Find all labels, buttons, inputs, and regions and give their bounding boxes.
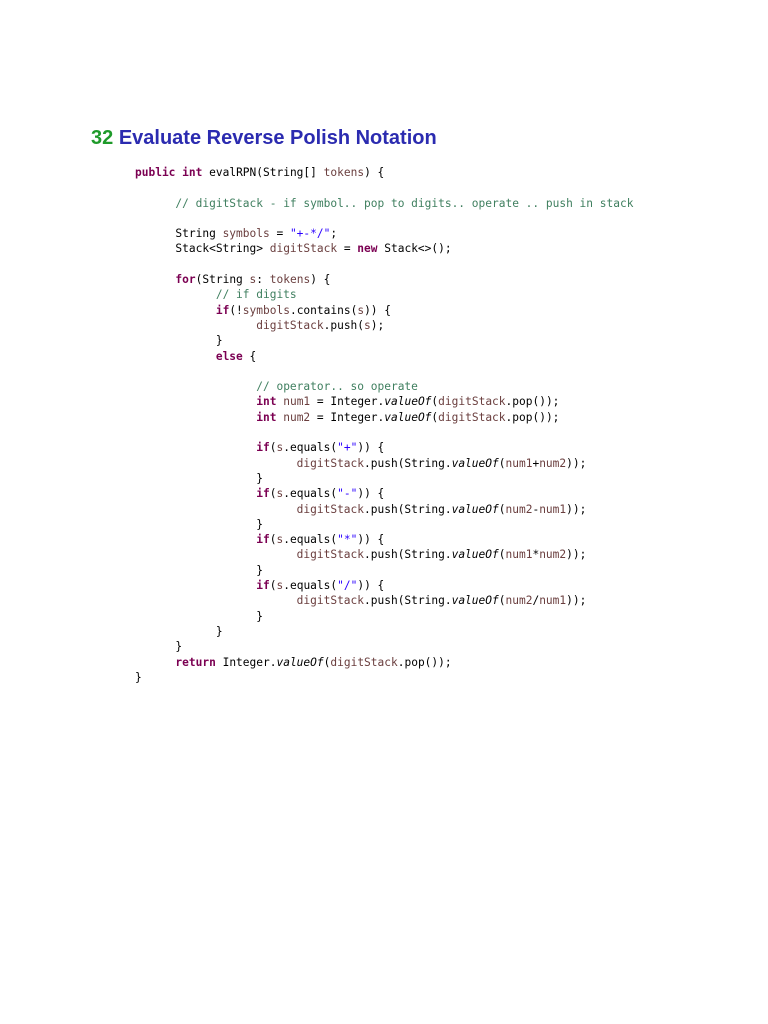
code-token: "-": [337, 487, 358, 501]
code-token: .push(String.: [364, 594, 452, 608]
code-line: [135, 593, 633, 608]
code-token: = Integer.: [310, 410, 385, 424]
code-token: for: [175, 273, 196, 287]
code-token: }: [135, 563, 263, 577]
code-token: num2: [505, 594, 533, 608]
code-token: s: [364, 318, 371, 332]
code-token: s: [276, 579, 284, 593]
code-token: .contains(: [289, 303, 358, 317]
code-token: digitStack: [256, 318, 324, 332]
code-token: :: [256, 273, 270, 287]
code-token: if: [256, 533, 270, 547]
code-line: [135, 471, 633, 486]
code-token: s: [249, 273, 257, 287]
code-token: [135, 288, 216, 301]
code-line: [135, 364, 633, 379]
code-token: .equals(: [283, 533, 338, 547]
code-token: "+": [337, 441, 358, 455]
code-token: int: [256, 395, 277, 409]
code-token: )) {: [357, 441, 385, 455]
code-token: [135, 411, 256, 424]
code-token: )) {: [357, 487, 385, 501]
code-line: [135, 287, 633, 302]
code-token: }: [135, 517, 263, 531]
code-token: s: [276, 441, 284, 455]
code-line: [135, 241, 633, 256]
code-token: =: [269, 227, 290, 241]
code-token: (: [431, 395, 439, 409]
code-line: [135, 532, 633, 547]
code-token: [135, 380, 256, 393]
code-token: valueOf: [451, 548, 499, 562]
code-token: else: [215, 349, 243, 363]
code-token: +: [532, 456, 540, 470]
code-token: digitStack: [438, 410, 506, 424]
code-token: num2: [505, 502, 533, 516]
code-token: = Integer.: [310, 395, 385, 409]
code-token: [135, 548, 297, 561]
code-token: *: [532, 548, 540, 562]
code-token: [135, 594, 297, 607]
code-token: [135, 273, 175, 286]
code-token: ));: [566, 548, 587, 562]
code-line: [135, 670, 633, 685]
code-token: ));: [566, 594, 587, 608]
code-token: tokens: [269, 273, 311, 287]
code-token: .push(String.: [364, 456, 452, 470]
code-token: (: [269, 441, 277, 455]
code-token: ) {: [310, 273, 331, 287]
code-token: ) {: [364, 166, 385, 179]
code-token: [135, 656, 175, 669]
code-token: (: [431, 410, 439, 424]
code-line: [135, 578, 633, 593]
code-line: [135, 639, 633, 654]
code-token: [135, 441, 256, 454]
code-token: ;: [330, 227, 338, 241]
code-token: (: [498, 456, 506, 470]
code-token: .push(String.: [364, 502, 452, 516]
code-line: [135, 180, 633, 195]
code-token: Stack<String>: [135, 242, 270, 256]
code-token: [135, 319, 256, 332]
code-line: [135, 394, 633, 409]
code-line: [135, 486, 633, 501]
code-line: [135, 272, 633, 287]
code-token: ));: [566, 456, 587, 470]
code-token: [135, 197, 175, 210]
code-token: -: [532, 502, 540, 516]
code-token: {: [242, 349, 257, 363]
code-token: [135, 503, 297, 516]
section-title: Evaluate Reverse Polish Notation: [118, 127, 437, 149]
code-token: [135, 304, 216, 317]
code-token: return: [175, 655, 216, 669]
code-token: s: [276, 487, 284, 501]
code-token: .pop());: [505, 395, 560, 409]
code-token: num2: [283, 410, 311, 424]
code-line: [135, 502, 633, 517]
code-token: valueOf: [276, 655, 324, 669]
code-token: [135, 533, 256, 546]
code-token: ));: [566, 502, 587, 516]
code-token: "/": [337, 579, 358, 593]
code-token: digitStack: [438, 395, 506, 409]
code-token: num2: [539, 456, 567, 470]
code-token: )) {: [357, 533, 385, 547]
code-token: digitStack: [330, 655, 398, 669]
code-token: if: [256, 441, 270, 455]
section-number: 32: [91, 127, 114, 149]
code-token: public: [135, 166, 176, 179]
code-token: valueOf: [384, 395, 432, 409]
code-token: num1: [539, 594, 567, 608]
code-token: symbols: [222, 227, 270, 241]
code-line: [135, 425, 633, 440]
code-token: if: [256, 487, 270, 501]
code-token: );: [370, 318, 385, 332]
code-line: [135, 196, 633, 211]
code-token: (!: [229, 303, 243, 317]
code-line: [135, 303, 633, 318]
code-token: (: [498, 502, 506, 516]
code-token: "*": [337, 533, 358, 547]
code-token: [135, 350, 216, 363]
code-token: String: [135, 227, 223, 241]
code-token: =: [337, 242, 358, 256]
code-token: (: [269, 533, 277, 547]
code-line: [135, 456, 633, 471]
code-token: digitStack: [296, 456, 365, 470]
code-token: "+-*/": [289, 227, 331, 241]
code-token: }: [135, 670, 142, 684]
code-token: (String: [195, 273, 250, 287]
code-token: num1: [283, 395, 311, 409]
code-token: (: [498, 594, 506, 608]
page-title: [91, 124, 437, 152]
code-token: int: [182, 166, 203, 179]
code-token: }: [135, 334, 223, 348]
code-token: s: [276, 533, 284, 547]
code-line: [135, 655, 633, 670]
code-line: [135, 410, 633, 425]
code-line: [135, 624, 633, 639]
code-token: Integer.: [215, 655, 277, 669]
code-line: [135, 211, 633, 226]
code-token: if: [256, 579, 270, 593]
code-token: new: [357, 242, 378, 256]
code-line: [135, 318, 633, 333]
code-token: digitStack: [296, 548, 365, 562]
code-line: [135, 349, 633, 364]
code-token: tokens: [323, 166, 365, 179]
code-token: valueOf: [384, 410, 432, 424]
code-token: .equals(: [283, 579, 338, 593]
code-token: num2: [539, 548, 567, 562]
code-line: [135, 563, 633, 578]
code-line: [135, 609, 633, 624]
code-token: .equals(: [283, 487, 338, 501]
code-token: symbols: [242, 303, 290, 317]
code-token: )) {: [364, 303, 392, 317]
code-token: digitStack: [269, 242, 338, 256]
code-token: [135, 457, 297, 470]
code-token: (: [269, 579, 277, 593]
code-token: num1: [505, 456, 533, 470]
code-token: .push(: [323, 318, 365, 332]
code-token: }: [135, 609, 263, 623]
code-token: int: [256, 410, 277, 424]
code-token: num1: [505, 548, 533, 562]
code-line: [135, 440, 633, 455]
code-token: }: [135, 624, 223, 638]
code-block: [135, 165, 633, 685]
code-token: (: [269, 487, 277, 501]
code-line: [135, 333, 633, 348]
code-token: (: [323, 655, 331, 669]
code-token: .equals(: [283, 441, 338, 455]
code-line: [135, 165, 633, 180]
code-token: valueOf: [451, 594, 499, 608]
code-token: num1: [539, 502, 567, 516]
code-token: )) {: [357, 579, 385, 593]
code-token: // digitStack - if symbol.. pop to digits.. operate .. push in stack: [175, 196, 634, 210]
code-line: [135, 517, 633, 532]
code-token: digitStack: [296, 502, 365, 516]
code-line: [135, 226, 633, 241]
code-token: /: [532, 594, 540, 608]
code-token: }: [135, 471, 263, 485]
code-token: digitStack: [296, 594, 365, 608]
code-token: [135, 487, 256, 500]
code-token: [135, 579, 256, 592]
code-line: [135, 379, 633, 394]
code-token: if: [215, 303, 230, 317]
code-token: .push(String.: [364, 548, 452, 562]
code-token: valueOf: [451, 502, 499, 516]
code-token: s: [357, 303, 365, 317]
code-token: }: [135, 640, 183, 654]
code-line: [135, 547, 633, 562]
code-line: [135, 257, 633, 272]
code-token: .pop());: [397, 655, 452, 669]
code-token: .pop());: [505, 410, 560, 424]
code-token: evalRPN(String[]: [202, 166, 324, 179]
code-token: [135, 395, 256, 408]
code-token: // operator.. so operate: [256, 380, 418, 394]
code-token: (: [498, 548, 506, 562]
code-token: Stack<>();: [377, 242, 452, 256]
code-token: valueOf: [451, 456, 499, 470]
code-token: // if digits: [215, 288, 297, 302]
